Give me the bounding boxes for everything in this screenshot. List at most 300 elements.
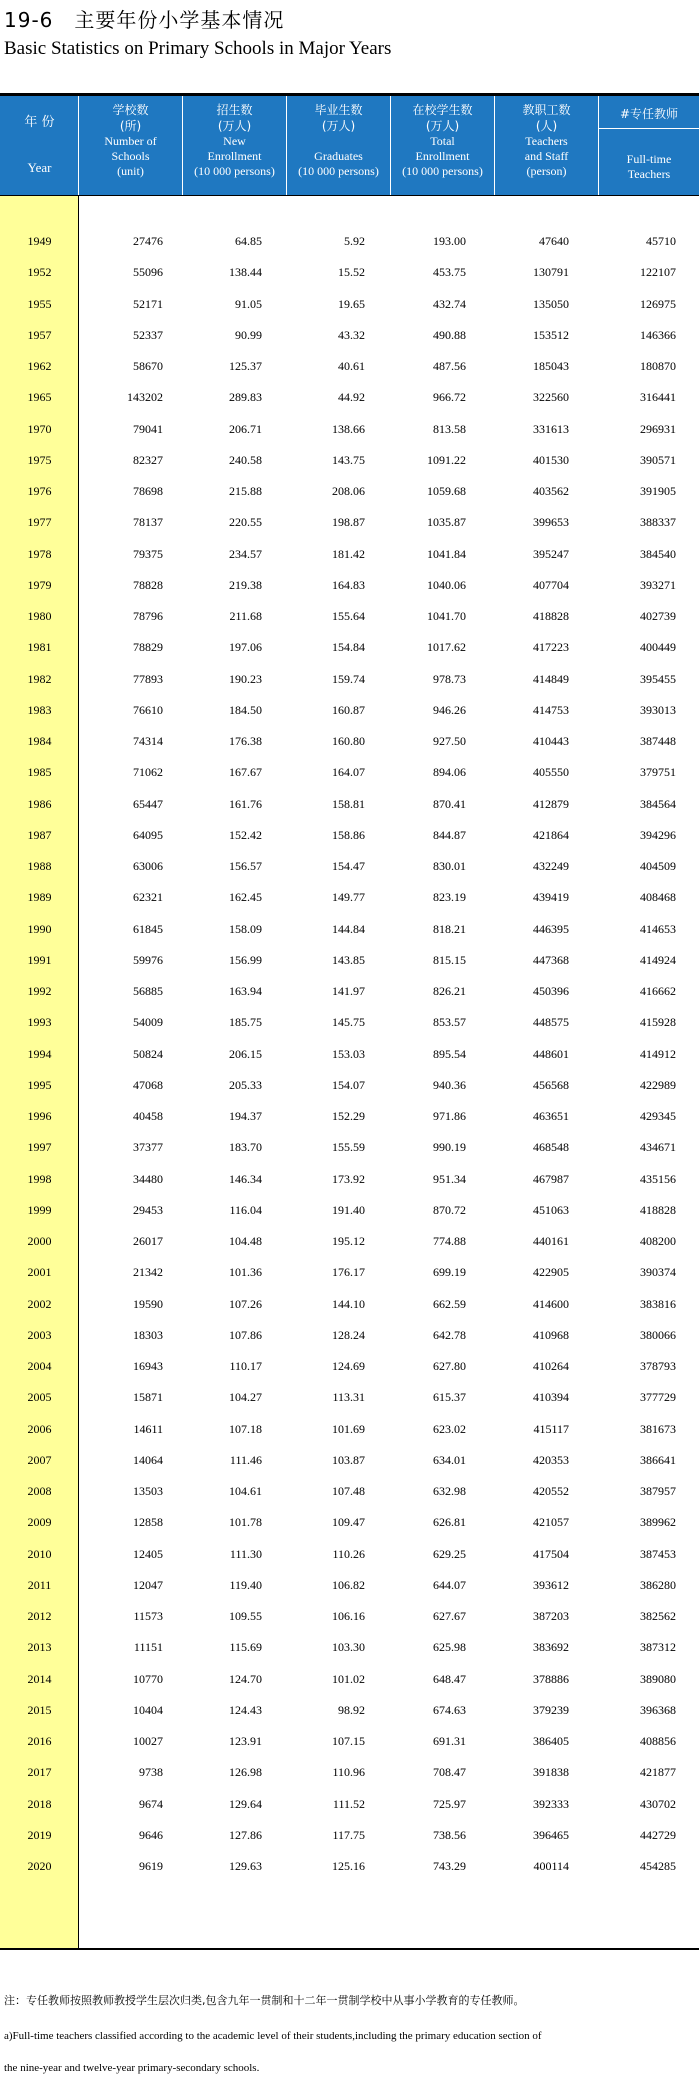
cell-schools: 50824 bbox=[133, 1046, 163, 1061]
cell-year: 1975 bbox=[27, 452, 52, 467]
cell-teachers-staff: 467987 bbox=[533, 1171, 569, 1186]
table-row bbox=[0, 1789, 699, 1820]
table-row bbox=[0, 1726, 699, 1757]
cell-year: 2020 bbox=[27, 1859, 52, 1873]
table-row bbox=[0, 1226, 699, 1257]
cell-year: 1970 bbox=[27, 421, 52, 436]
cell-total-enrollment: 193.00 bbox=[433, 234, 466, 248]
cell-schools: 19590 bbox=[133, 1296, 163, 1311]
cell-year: 1952 bbox=[27, 265, 52, 280]
cell-total-enrollment: 642.78 bbox=[433, 1327, 466, 1342]
cell-schools: 143202 bbox=[127, 390, 163, 405]
cell-new-enrollment: 64.85 bbox=[235, 234, 262, 248]
cell-year: 1980 bbox=[27, 609, 52, 623]
cell-year: 1994 bbox=[27, 1046, 52, 1061]
cell-graduates: 19.65 bbox=[338, 296, 365, 311]
cell-year: 1998 bbox=[27, 1171, 52, 1186]
cell-total-enrollment: 662.59 bbox=[433, 1296, 466, 1311]
table-row bbox=[0, 882, 699, 913]
cell-graduates: 111.52 bbox=[332, 1796, 365, 1811]
cell-teachers-staff: 130791 bbox=[533, 265, 569, 280]
cell-teachers-staff: 47640 bbox=[539, 234, 569, 248]
table-row bbox=[0, 570, 699, 601]
cell-new-enrollment: 156.99 bbox=[229, 952, 262, 967]
table-row bbox=[0, 1320, 699, 1351]
cell-year: 1976 bbox=[27, 484, 52, 498]
cell-year: 1977 bbox=[27, 515, 52, 530]
cell-total-enrollment: 1017.62 bbox=[427, 640, 466, 655]
table-row bbox=[0, 1570, 699, 1601]
cell-schools: 64095 bbox=[133, 827, 163, 842]
cell-total-enrollment: 626.81 bbox=[433, 1515, 466, 1530]
cell-graduates: 125.16 bbox=[332, 1859, 365, 1873]
cell-new-enrollment: 219.38 bbox=[229, 577, 262, 592]
cell-teachers-staff: 463651 bbox=[533, 1109, 569, 1123]
cell-total-enrollment: 699.19 bbox=[433, 1265, 466, 1280]
cell-graduates: 15.52 bbox=[338, 265, 365, 280]
page-title-cn: 19-6 主要年份小学基本情况 bbox=[4, 8, 285, 32]
cell-fulltime-teachers: 430702 bbox=[640, 1796, 676, 1811]
cell-total-enrollment: 844.87 bbox=[433, 827, 466, 842]
footnote-en-line1: a)Full-time teachers classified according to the academic level of their students,including the primary education section of bbox=[4, 2030, 542, 2042]
cell-teachers-staff: 401530 bbox=[533, 452, 569, 467]
cell-year: 1987 bbox=[27, 827, 52, 842]
cell-fulltime-teachers: 395455 bbox=[640, 671, 676, 686]
cell-fulltime-teachers: 429345 bbox=[640, 1109, 676, 1123]
cell-year: 1992 bbox=[27, 984, 52, 998]
cell-teachers-staff: 447368 bbox=[533, 952, 569, 967]
cell-year: 1990 bbox=[27, 921, 52, 936]
cell-graduates: 155.59 bbox=[332, 1140, 365, 1155]
cell-schools: 79041 bbox=[133, 421, 163, 436]
cell-new-enrollment: 119.40 bbox=[229, 1577, 262, 1592]
cell-fulltime-teachers: 390571 bbox=[640, 452, 676, 467]
cell-fulltime-teachers: 422989 bbox=[640, 1077, 676, 1092]
cell-fulltime-teachers: 393013 bbox=[640, 702, 676, 717]
cell-total-enrollment: 1041.84 bbox=[427, 546, 466, 561]
cell-schools: 55096 bbox=[133, 265, 163, 280]
cell-fulltime-teachers: 408468 bbox=[640, 890, 676, 905]
cell-graduates: 160.80 bbox=[332, 734, 365, 748]
table-row bbox=[0, 320, 699, 351]
cell-schools: 79375 bbox=[133, 546, 163, 561]
cell-fulltime-teachers: 381673 bbox=[640, 1421, 676, 1436]
cell-new-enrollment: 211.68 bbox=[229, 609, 262, 623]
cell-teachers-staff: 422905 bbox=[533, 1265, 569, 1280]
cell-fulltime-teachers: 421877 bbox=[640, 1765, 676, 1780]
table-row bbox=[0, 1695, 699, 1726]
cell-fulltime-teachers: 387453 bbox=[640, 1546, 676, 1561]
cell-teachers-staff: 135050 bbox=[533, 296, 569, 311]
cell-graduates: 155.64 bbox=[332, 609, 365, 623]
cell-new-enrollment: 161.76 bbox=[229, 796, 262, 811]
cell-year: 1978 bbox=[27, 546, 52, 561]
bottom-rule bbox=[0, 1948, 699, 1950]
cell-schools: 52171 bbox=[133, 296, 163, 311]
cell-fulltime-teachers: 396368 bbox=[640, 1702, 676, 1717]
footnote-cn: 注：专任教师按照教师教授学生层次归类,包含九年一贯制和十二年一贯制学校中从事小学教育的专任教师。 bbox=[4, 1994, 525, 2007]
cell-new-enrollment: 176.38 bbox=[229, 734, 262, 748]
cell-fulltime-teachers: 414924 bbox=[640, 952, 676, 967]
header-total-enrollment: 在校学生数 (万人) Total Enrollment (10 000 persons) bbox=[391, 96, 495, 195]
cell-year: 1999 bbox=[27, 1202, 52, 1217]
cell-teachers-staff: 432249 bbox=[533, 859, 569, 873]
cell-new-enrollment: 125.37 bbox=[229, 359, 262, 373]
cell-total-enrollment: 629.25 bbox=[433, 1546, 466, 1561]
cell-teachers-staff: 421864 bbox=[533, 827, 569, 842]
cell-fulltime-teachers: 415928 bbox=[640, 1015, 676, 1030]
cell-schools: 11573 bbox=[133, 1609, 163, 1623]
cell-total-enrollment: 453.75 bbox=[433, 265, 466, 280]
cell-year: 1997 bbox=[27, 1140, 52, 1155]
cell-year: 1989 bbox=[27, 890, 52, 905]
cell-teachers-staff: 414753 bbox=[533, 702, 569, 717]
cell-year: 2005 bbox=[27, 1390, 52, 1405]
cell-graduates: 208.06 bbox=[332, 484, 365, 498]
cell-graduates: 110.26 bbox=[332, 1546, 365, 1561]
table-row bbox=[0, 1414, 699, 1445]
footnote-en-line2: the nine-year and twelve-year primary-secondary schools. bbox=[4, 2062, 260, 2074]
cell-graduates: 159.74 bbox=[332, 671, 365, 686]
cell-schools: 54009 bbox=[133, 1015, 163, 1030]
cell-total-enrollment: 674.63 bbox=[433, 1702, 466, 1717]
cell-schools: 9674 bbox=[139, 1796, 163, 1811]
cell-total-enrollment: 927.50 bbox=[433, 734, 466, 748]
cell-teachers-staff: 417504 bbox=[533, 1546, 569, 1561]
cell-new-enrollment: 190.23 bbox=[229, 671, 262, 686]
cell-teachers-staff: 387203 bbox=[533, 1609, 569, 1623]
cell-year: 2007 bbox=[27, 1452, 52, 1467]
cell-fulltime-teachers: 408856 bbox=[640, 1734, 676, 1748]
table-row bbox=[0, 1476, 699, 1507]
cell-new-enrollment: 104.27 bbox=[229, 1390, 262, 1405]
cell-fulltime-teachers: 408200 bbox=[640, 1234, 676, 1248]
cell-teachers-staff: 378886 bbox=[533, 1671, 569, 1686]
cell-new-enrollment: 124.70 bbox=[229, 1671, 262, 1686]
cell-teachers-staff: 331613 bbox=[533, 421, 569, 436]
cell-fulltime-teachers: 384564 bbox=[640, 796, 676, 811]
cell-graduates: 191.40 bbox=[332, 1202, 365, 1217]
cell-new-enrollment: 215.88 bbox=[229, 484, 262, 498]
cell-year: 2018 bbox=[27, 1796, 52, 1811]
cell-schools: 78828 bbox=[133, 577, 163, 592]
cell-total-enrollment: 738.56 bbox=[433, 1827, 466, 1842]
cell-schools: 71062 bbox=[133, 765, 163, 780]
cell-graduates: 107.48 bbox=[332, 1484, 365, 1498]
table-row bbox=[0, 1507, 699, 1538]
cell-schools: 18303 bbox=[133, 1327, 163, 1342]
header-schools: 学校数 (所) Number of Schools (unit) bbox=[79, 96, 183, 195]
header-graduates: 毕业生数 (万人) Graduates (10 000 persons) bbox=[287, 96, 391, 195]
cell-fulltime-teachers: 388337 bbox=[640, 515, 676, 530]
cell-schools: 78796 bbox=[133, 609, 163, 623]
cell-year: 1979 bbox=[27, 577, 52, 592]
cell-year: 2009 bbox=[27, 1515, 52, 1530]
cell-teachers-staff: 451063 bbox=[533, 1202, 569, 1217]
cell-teachers-staff: 322560 bbox=[533, 390, 569, 405]
cell-fulltime-teachers: 416662 bbox=[640, 984, 676, 998]
cell-new-enrollment: 194.37 bbox=[229, 1109, 262, 1123]
table-row bbox=[0, 945, 699, 976]
cell-schools: 15871 bbox=[133, 1390, 163, 1405]
cell-fulltime-teachers: 393271 bbox=[640, 577, 676, 592]
table-row bbox=[0, 757, 699, 788]
table-row bbox=[0, 351, 699, 382]
table-row bbox=[0, 632, 699, 663]
cell-new-enrollment: 234.57 bbox=[229, 546, 262, 561]
cell-schools: 61845 bbox=[133, 921, 163, 936]
cell-total-enrollment: 648.47 bbox=[433, 1671, 466, 1686]
cell-graduates: 164.07 bbox=[332, 765, 365, 780]
cell-fulltime-teachers: 126975 bbox=[640, 296, 676, 311]
cell-total-enrollment: 627.80 bbox=[433, 1359, 466, 1373]
cell-year: 1949 bbox=[27, 234, 52, 248]
cell-total-enrollment: 971.86 bbox=[433, 1109, 466, 1123]
table-row bbox=[0, 1664, 699, 1695]
cell-new-enrollment: 129.64 bbox=[229, 1796, 262, 1811]
cell-teachers-staff: 392333 bbox=[533, 1796, 569, 1811]
cell-new-enrollment: 123.91 bbox=[229, 1734, 262, 1748]
cell-total-enrollment: 826.21 bbox=[433, 984, 466, 998]
cell-new-enrollment: 101.78 bbox=[229, 1515, 262, 1530]
cell-year: 2006 bbox=[27, 1421, 52, 1436]
cell-year: 2016 bbox=[27, 1734, 52, 1748]
cell-year: 1985 bbox=[27, 765, 52, 780]
cell-fulltime-teachers: 414653 bbox=[640, 921, 676, 936]
cell-schools: 65447 bbox=[133, 796, 163, 811]
cell-teachers-staff: 185043 bbox=[533, 359, 569, 373]
cell-schools: 14064 bbox=[133, 1452, 163, 1467]
cell-total-enrollment: 1041.70 bbox=[427, 609, 466, 623]
cell-graduates: 124.69 bbox=[332, 1359, 365, 1373]
cell-schools: 62321 bbox=[133, 890, 163, 905]
cell-graduates: 5.92 bbox=[344, 234, 365, 248]
cell-schools: 47068 bbox=[133, 1077, 163, 1092]
cell-teachers-staff: 450396 bbox=[533, 984, 569, 998]
cell-new-enrollment: 163.94 bbox=[229, 984, 262, 998]
cell-teachers-staff: 412879 bbox=[533, 796, 569, 811]
cell-schools: 52337 bbox=[133, 327, 163, 342]
table-row bbox=[0, 820, 699, 851]
cell-new-enrollment: 138.44 bbox=[229, 265, 262, 280]
cell-new-enrollment: 206.71 bbox=[229, 421, 262, 436]
cell-total-enrollment: 708.47 bbox=[433, 1765, 466, 1780]
cell-new-enrollment: 206.15 bbox=[229, 1046, 262, 1061]
cell-year: 1965 bbox=[27, 390, 52, 405]
cell-new-enrollment: 107.86 bbox=[229, 1327, 262, 1342]
cell-schools: 56885 bbox=[133, 984, 163, 998]
cell-new-enrollment: 240.58 bbox=[229, 452, 262, 467]
table-row bbox=[0, 1195, 699, 1226]
cell-year: 1983 bbox=[27, 702, 52, 717]
cell-graduates: 164.83 bbox=[332, 577, 365, 592]
cell-total-enrollment: 813.58 bbox=[433, 421, 466, 436]
cell-total-enrollment: 627.67 bbox=[433, 1609, 466, 1623]
cell-fulltime-teachers: 387312 bbox=[640, 1640, 676, 1655]
cell-fulltime-teachers: 384540 bbox=[640, 546, 676, 561]
cell-year: 2015 bbox=[27, 1702, 52, 1717]
cell-teachers-staff: 420552 bbox=[533, 1484, 569, 1498]
cell-year: 2004 bbox=[27, 1359, 52, 1373]
cell-schools: 40458 bbox=[133, 1109, 163, 1123]
table-row bbox=[0, 507, 699, 538]
cell-graduates: 138.66 bbox=[332, 421, 365, 436]
cell-graduates: 110.96 bbox=[332, 1765, 365, 1780]
cell-total-enrollment: 946.26 bbox=[433, 702, 466, 717]
cell-total-enrollment: 634.01 bbox=[433, 1452, 466, 1467]
cell-fulltime-teachers: 386280 bbox=[640, 1577, 676, 1592]
cell-graduates: 144.10 bbox=[332, 1296, 365, 1311]
cell-graduates: 44.92 bbox=[338, 390, 365, 405]
cell-fulltime-teachers: 434671 bbox=[640, 1140, 676, 1155]
table-row bbox=[0, 1039, 699, 1070]
cell-teachers-staff: 153512 bbox=[533, 327, 569, 342]
cell-graduates: 98.92 bbox=[338, 1702, 365, 1717]
cell-graduates: 106.82 bbox=[332, 1577, 365, 1592]
cell-total-enrollment: 644.07 bbox=[433, 1577, 466, 1592]
cell-teachers-staff: 440161 bbox=[533, 1234, 569, 1248]
cell-graduates: 154.47 bbox=[332, 859, 365, 873]
cell-year: 2010 bbox=[27, 1546, 52, 1561]
cell-graduates: 181.42 bbox=[332, 546, 365, 561]
cell-schools: 16943 bbox=[133, 1359, 163, 1373]
cell-fulltime-teachers: 380066 bbox=[640, 1327, 676, 1342]
cell-graduates: 106.16 bbox=[332, 1609, 365, 1623]
cell-schools: 21342 bbox=[133, 1265, 163, 1280]
cell-schools: 10027 bbox=[133, 1734, 163, 1748]
table-row bbox=[0, 1757, 699, 1788]
cell-new-enrollment: 156.57 bbox=[229, 859, 262, 873]
cell-graduates: 176.17 bbox=[332, 1265, 365, 1280]
cell-new-enrollment: 101.36 bbox=[229, 1265, 262, 1280]
cell-new-enrollment: 184.50 bbox=[229, 702, 262, 717]
cell-total-enrollment: 966.72 bbox=[433, 390, 466, 405]
cell-graduates: 128.24 bbox=[332, 1327, 365, 1342]
cell-year: 1993 bbox=[27, 1015, 52, 1030]
table-row bbox=[0, 1601, 699, 1632]
cell-schools: 82327 bbox=[133, 452, 163, 467]
cell-total-enrollment: 951.34 bbox=[433, 1171, 466, 1186]
cell-teachers-staff: 393612 bbox=[533, 1577, 569, 1592]
table-row bbox=[0, 726, 699, 757]
cell-new-enrollment: 124.43 bbox=[229, 1702, 262, 1717]
cell-schools: 12405 bbox=[133, 1546, 163, 1561]
cell-teachers-staff: 418828 bbox=[533, 609, 569, 623]
header-new-enrollment: 招生数 (万人) New Enrollment (10 000 persons) bbox=[183, 96, 287, 195]
cell-schools: 29453 bbox=[133, 1202, 163, 1217]
cell-year: 2017 bbox=[27, 1765, 52, 1780]
cell-new-enrollment: 167.67 bbox=[229, 765, 262, 780]
table-row bbox=[0, 695, 699, 726]
cell-teachers-staff: 446395 bbox=[533, 921, 569, 936]
cell-new-enrollment: 183.70 bbox=[229, 1140, 262, 1155]
table-row bbox=[0, 851, 699, 882]
cell-year: 1962 bbox=[27, 359, 52, 373]
cell-fulltime-teachers: 391905 bbox=[640, 484, 676, 498]
table-row bbox=[0, 976, 699, 1007]
cell-total-enrollment: 1091.22 bbox=[427, 452, 466, 467]
cell-fulltime-teachers: 389962 bbox=[640, 1515, 676, 1530]
cell-new-enrollment: 146.34 bbox=[229, 1171, 262, 1186]
cell-schools: 37377 bbox=[133, 1140, 163, 1155]
cell-graduates: 117.75 bbox=[332, 1827, 365, 1842]
cell-graduates: 109.47 bbox=[332, 1515, 365, 1530]
cell-new-enrollment: 127.86 bbox=[229, 1827, 262, 1842]
cell-year: 2011 bbox=[27, 1577, 52, 1592]
cell-new-enrollment: 111.46 bbox=[229, 1452, 262, 1467]
cell-graduates: 145.75 bbox=[332, 1015, 365, 1030]
cell-graduates: 141.97 bbox=[332, 984, 365, 998]
cell-graduates: 143.75 bbox=[332, 452, 365, 467]
cell-new-enrollment: 197.06 bbox=[229, 640, 262, 655]
cell-schools: 12858 bbox=[133, 1515, 163, 1530]
cell-graduates: 101.02 bbox=[332, 1671, 365, 1686]
cell-total-enrollment: 625.98 bbox=[433, 1640, 466, 1655]
cell-teachers-staff: 410968 bbox=[533, 1327, 569, 1342]
cell-schools: 9619 bbox=[139, 1859, 163, 1873]
cell-fulltime-teachers: 122107 bbox=[640, 265, 676, 280]
table-row bbox=[0, 1632, 699, 1663]
cell-teachers-staff: 400114 bbox=[533, 1859, 569, 1873]
table-row bbox=[0, 1257, 699, 1288]
cell-year: 2008 bbox=[27, 1484, 52, 1498]
cell-new-enrollment: 90.99 bbox=[235, 327, 262, 342]
cell-graduates: 154.07 bbox=[332, 1077, 365, 1092]
cell-graduates: 153.03 bbox=[332, 1046, 365, 1061]
cell-total-enrollment: 990.19 bbox=[433, 1140, 466, 1155]
cell-new-enrollment: 111.30 bbox=[229, 1546, 262, 1561]
cell-schools: 27476 bbox=[133, 234, 163, 248]
table-row bbox=[0, 1851, 699, 1882]
cell-year: 1986 bbox=[27, 796, 52, 811]
cell-graduates: 43.32 bbox=[338, 327, 365, 342]
cell-teachers-staff: 399653 bbox=[533, 515, 569, 530]
cell-teachers-staff: 439419 bbox=[533, 890, 569, 905]
cell-year: 2000 bbox=[27, 1234, 52, 1248]
cell-fulltime-teachers: 387957 bbox=[640, 1484, 676, 1498]
header-fulltime-teachers: #专任教师 Full-time Teachers bbox=[599, 96, 699, 195]
cell-fulltime-teachers: 377729 bbox=[640, 1390, 676, 1405]
table-row bbox=[0, 1539, 699, 1570]
cell-teachers-staff: 407704 bbox=[533, 577, 569, 592]
cell-total-enrollment: 870.72 bbox=[433, 1202, 466, 1217]
cell-graduates: 198.87 bbox=[332, 515, 365, 530]
header-teachers-staff: 教职工数 (人) Teachers and Staff (person) bbox=[495, 96, 599, 195]
cell-fulltime-teachers: 402739 bbox=[640, 609, 676, 623]
cell-fulltime-teachers: 442729 bbox=[640, 1827, 676, 1842]
cell-fulltime-teachers: 400449 bbox=[640, 640, 676, 655]
table-row bbox=[0, 789, 699, 820]
cell-new-enrollment: 104.61 bbox=[229, 1484, 262, 1498]
cell-total-enrollment: 818.21 bbox=[433, 921, 466, 936]
cell-schools: 26017 bbox=[133, 1234, 163, 1248]
cell-new-enrollment: 110.17 bbox=[229, 1359, 262, 1373]
cell-schools: 10770 bbox=[133, 1671, 163, 1686]
cell-total-enrollment: 774.88 bbox=[433, 1234, 466, 1248]
cell-teachers-staff: 415117 bbox=[533, 1421, 569, 1436]
cell-total-enrollment: 691.31 bbox=[433, 1734, 466, 1748]
cell-total-enrollment: 895.54 bbox=[433, 1046, 466, 1061]
cell-schools: 12047 bbox=[133, 1577, 163, 1592]
cell-new-enrollment: 109.55 bbox=[229, 1609, 262, 1623]
cell-total-enrollment: 1040.06 bbox=[427, 577, 466, 592]
cell-fulltime-teachers: 379751 bbox=[640, 765, 676, 780]
header-rule bbox=[0, 195, 699, 196]
table-row bbox=[0, 601, 699, 632]
table-row bbox=[0, 1132, 699, 1163]
cell-graduates: 158.81 bbox=[332, 796, 365, 811]
cell-new-enrollment: 152.42 bbox=[229, 827, 262, 842]
